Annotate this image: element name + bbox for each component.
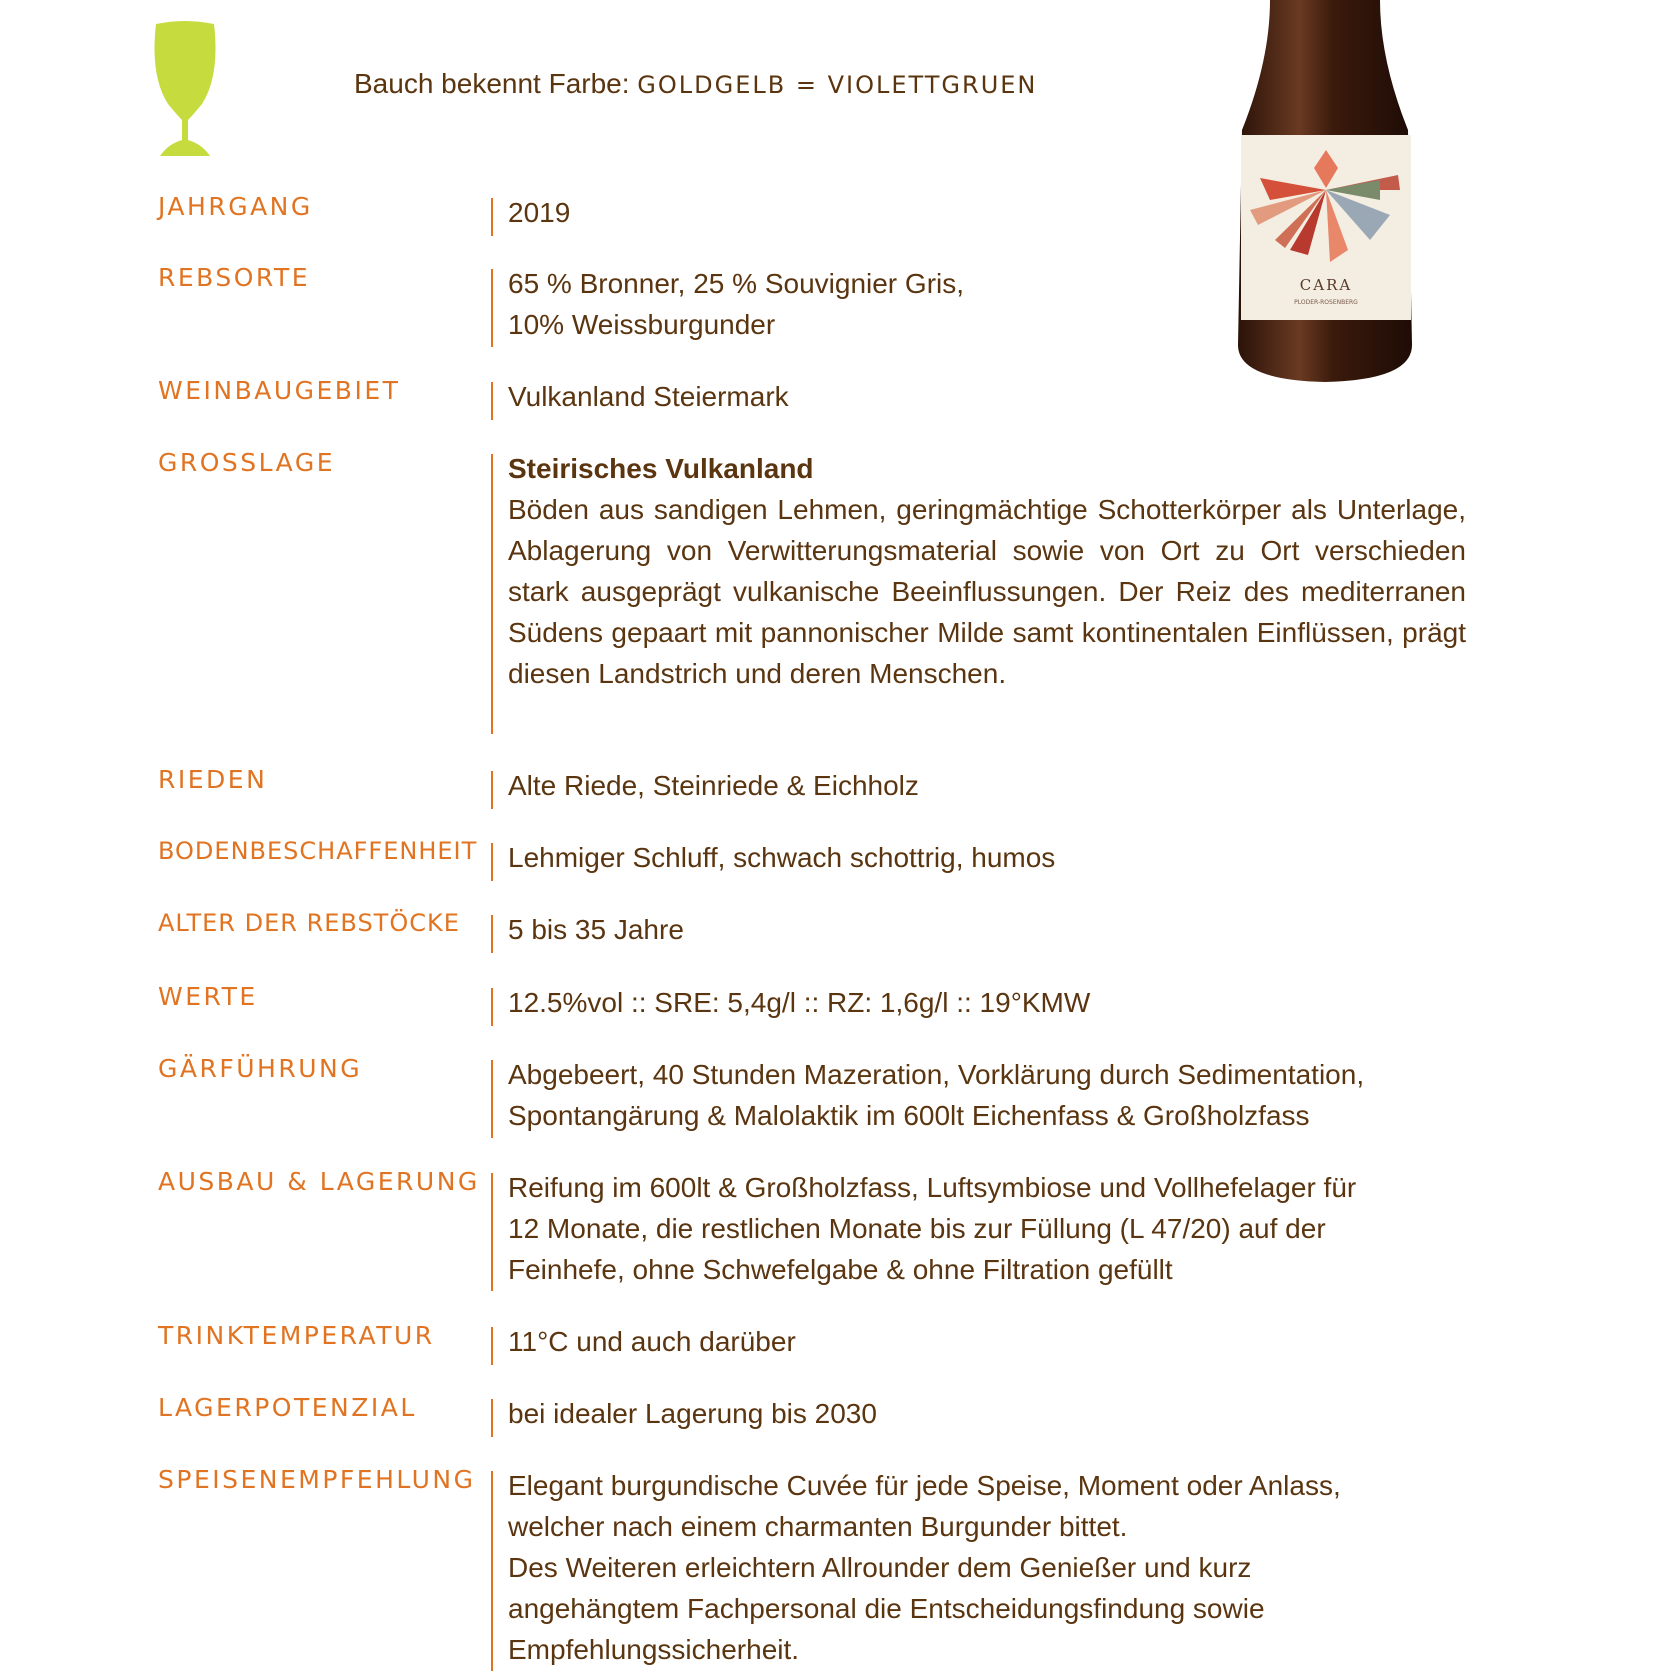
row-divider — [491, 1399, 493, 1437]
row-divider — [491, 269, 493, 347]
grosslage-paragraph: Böden aus sandigen Lehmen, geringmächtige Schotterkörper als Unterlage, Ablagerung von Verwitterungsmaterial sowie von Ort zu Ort verschieden stark ausgeprägt vulkanische Beeinflussungen. Der Reiz des mediterranen Südens gepaart mit pannonischer Milde samt kontinentalen Einflüssen, prägt diesen Landstrich und deren Menschen. — [508, 494, 1466, 689]
row-value: Lehmiger Schluff, schwach schottrig, humos — [508, 842, 1056, 873]
row-label: BODENBESCHAFFENHEIT — [158, 837, 478, 865]
row-divider — [491, 1471, 493, 1671]
bottle-label-name: CARA — [1299, 276, 1353, 294]
row-divider — [491, 988, 493, 1026]
grosslage-heading: Steirisches Vulkanland — [508, 453, 814, 484]
row-label: GÄRFÜHRUNG — [158, 1054, 363, 1083]
row-divider — [491, 771, 493, 809]
farbe-prefix: Bauch bekennt Farbe: — [354, 68, 630, 99]
row-label: WEINBAUGEBIET — [158, 376, 401, 405]
row-divider — [491, 1173, 493, 1291]
row-divider — [491, 843, 493, 881]
row-value: 65 % Bronner, 25 % Souvignier Gris, 10% Weissburgunder — [508, 268, 965, 340]
row-value — [508, 448, 1466, 694]
row-value: Vulkanland Steiermark — [508, 381, 789, 412]
row-label: LAGERPOTENZIAL — [158, 1393, 417, 1422]
row-value: Abgebeert, 40 Stunden Mazeration, Vorklärung durch Sedimentation, Spontangärung & Malolaktik im 600lt Eichenfass & Großholzfass — [508, 1059, 1365, 1131]
row-divider — [491, 454, 493, 734]
bottle-label-sub: PLODER-ROSENBERG — [1294, 299, 1358, 306]
row-label: ALTER DER REBSTÖCKE — [158, 909, 460, 937]
row-value: 2019 — [508, 197, 571, 228]
farbe-line — [354, 68, 1037, 100]
row-label: JAHRGANG — [158, 192, 313, 221]
farbe-value: GOLDGELB = VIOLETTGRUEN — [637, 71, 1038, 99]
row-value: 11°C und auch darüber — [508, 1326, 796, 1357]
row-divider — [491, 382, 493, 420]
row-label: GROSSLAGE — [158, 448, 335, 477]
row-label: SPEISENEMPFEHLUNG — [158, 1465, 476, 1494]
row-label: AUSBAU & LAGERUNG — [158, 1167, 480, 1196]
row-value: Reifung im 600lt & Großholzfass, Luftsymbiose und Vollhefelager für 12 Monate, die restlichen Monate bis zur Füllung (L 47/20) auf der Feinhefe, ohne Schwefelgabe & ohne Filtration gefüllt — [508, 1172, 1357, 1285]
row-divider — [491, 1327, 493, 1365]
row-value: 5 bis 35 Jahre — [508, 914, 684, 945]
row-label: WERTE — [158, 982, 258, 1011]
row-value: 12.5%vol :: SRE: 5,4g/l :: RZ: 1,6g/l :: 19°KMW — [508, 987, 1091, 1018]
row-label: TRINKTEMPERATUR — [158, 1321, 435, 1350]
row-value: Alte Riede, Steinriede & Eichholz — [508, 770, 919, 801]
row-value: bei idealer Lagerung bis 2030 — [508, 1398, 877, 1429]
row-value: Elegant burgundische Cuvée für jede Speise, Moment oder Anlass, welcher nach einem charmanten Burgunder bittet. Des Weiteren erleichtern Allrounder dem Genießer und kurz angehängtem Fachpersonal die Entscheidungsfindung sowie Empfehlungssicherheit. — [508, 1470, 1341, 1665]
row-label: RIEDEN — [158, 765, 268, 794]
row-divider — [491, 198, 493, 236]
row-label: REBSORTE — [158, 263, 311, 292]
wine-glass-icon — [150, 16, 220, 161]
row-divider — [491, 915, 493, 953]
row-divider — [491, 1060, 493, 1138]
